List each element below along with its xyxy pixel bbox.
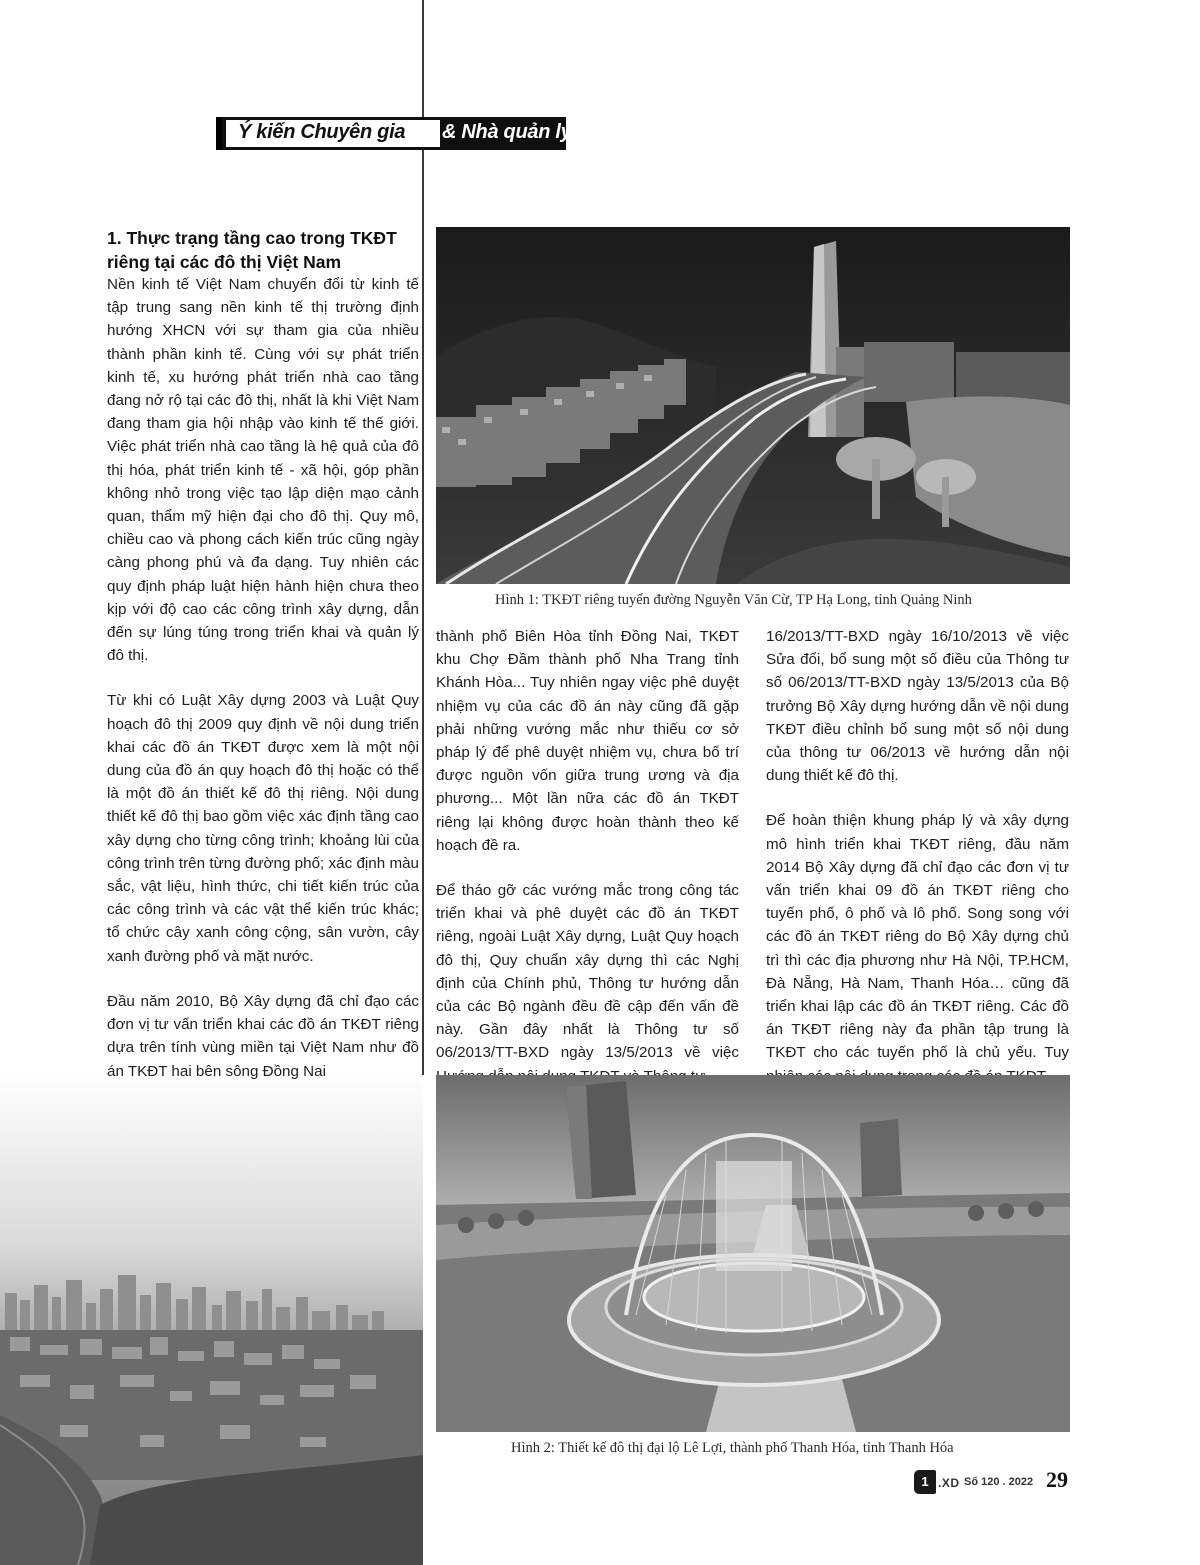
figure-2-boulevard-render-image (436, 1075, 1070, 1432)
paragraph: thành phố Biên Hòa tỉnh Đồng Nai, TKĐT khu Chợ Đầm thành phố Nha Trang tỉnh Khánh Hòa... Tuy nhiên ngay việc phê duyệt nhiệm vụ của các đồ án này cũng đã gặp phải những vướng mắc như thiếu cơ sở pháp lý để phê duyệt nhiệm vụ, chưa bố trí được nguồn vốn giữa trung ương và địa phương... Một lần nữa các đồ án TKĐT riêng lại không được hoàn thành theo kế hoạch đề ra. (436, 628, 739, 854)
section-title-part1: Ý kiến Chuyên gia (238, 121, 406, 143)
magazine-logo: 1 (914, 1470, 936, 1494)
magazine-logo-suffix: .XD (938, 1476, 960, 1490)
text-column-3 (766, 625, 1069, 1110)
paragraph: 16/2013/TT-BXD ngày 16/10/2013 về việc Sửa đổi, bổ sung một số điều của Thông tư số 06/2013/TT-BXD ngày 13/5/2013 của Bộ trưởng Bộ Xây dựng hướng dẫn về nội dung TKĐT điều chỉnh bổ sung một số nội dung của thông tư 06/2013 về hướng dẫn nội dung thiết kế đô thị. (766, 628, 1069, 785)
paragraph: Từ khi có Luật Xây dựng 2003 và Luật Quy hoạch đô thị 2009 quy định về nội dung triển khai các đồ án TKĐT được xem là một nội dung của đồ án quy hoạch đô thị hoặc có thể là một đồ án thiết kế đô thị riêng. Nội dung thiết kế đô thị bao gồm việc xác định tầng cao xây dựng cho từng công trình; khoảng lùi của công trình trên từng đường phố; xác định màu sắc, vật liệu, hình thức, chi tiết kiến trúc của các công trình và các vật thể kiến trúc khác; tổ chức cây xanh công cộng, sân vườn, cây xanh đường phố và mặt nước. (107, 692, 419, 965)
figure-1-night-street-image (436, 227, 1070, 584)
vertical-rule (422, 0, 424, 1075)
paragraph: Đầu năm 2010, Bộ Xây dựng đã chỉ đạo các đơn vị tư vấn triển khai các đồ án TKĐT riêng dựa trên tính vùng miền tại Việt Nam như đồ án TKĐT hai bên sông Đồng Nai (107, 992, 419, 1080)
section-marker (216, 117, 222, 150)
text-column-1 (107, 273, 419, 1105)
text-column-2 (436, 625, 739, 1110)
figure-2-caption: Hình 2: Thiết kế đô thị đại lộ Lê Lợi, thành phố Thanh Hóa, tỉnh Thanh Hóa (511, 1440, 954, 1456)
page-number: 29 (1046, 1467, 1068, 1492)
section-header (216, 117, 572, 150)
paragraph: Để tháo gỡ các vướng mắc trong công tác triển khai và phê duyệt các đồ án TKĐT riêng, ngoài Luật Xây dựng, Luật Quy hoạch đô thị, Quy chuẩn xây dựng thì các Nghị định của Chính phủ, Thông tư hướng dẫn của các Bộ ngành đều đề cập đến vấn đề này. Gần đây nhất là Thông tư số 06/2013/TT-BXD ngày 13/5/2013 về việc (436, 882, 739, 1062)
paragraph: Để hoàn thiện khung pháp lý và xây dựng mô hình triển khai TKĐT riêng, đầu năm 2014 Bộ Xây dựng đã chỉ đạo các đơn vị tư vấn triển khai 09 đồ án TKĐT riêng cho tuyến phố, ô phố và lô phố. Song song với các đồ án TKĐT riêng do Bộ Xây dựng chủ trì thì các địa phương như Hà Nội, TP.HCM, Đà Nẵng, Hà Nam, Thanh Hóa… cũng đã triển khai lập các đồ án TKĐT riêng. Các đồ án TKĐT riêng này đa phần tập trung là TKĐT cho các tuyến phố là chủ yếu. Tuy (766, 812, 1069, 1062)
issue-number: Số 120 . 2022 (964, 1476, 1034, 1488)
article-heading: 1. Thực trạng tầng cao trong TKĐT riêng tại các đô thị Việt Nam (107, 228, 397, 272)
paragraph: Nền kinh tế Việt Nam chuyển đổi từ kinh tế tập trung sang nền kinh tế thị trường định hướng XHCN với sự tham gia của nhiều thành phần kinh tế. Cùng với sự phát triển kinh tế, xu hướng phát triển nhà cao tầng đang nở rộ tại các đô thị, nhất là khi Việt Nam đang tham gia hội nhập vào kinh tế thế giới. Việc phát triển nhà cao tầng là hệ quả của đô thị hóa, phát triển kinh tế - xã hội, góp phần không nhỏ trong việc tạo lập diện mạo cảnh quan, thẩm mỹ hiện đại cho đô thị. Quy mô, chiều cao và phong cách kiến trúc cũng ngày càng phong phú và đa dạng. Tuy nhiên các quy định pháp luật hiện hành hiện chưa theo kịp với độ cao các công trình xây dựng, dẫn đến sự lúng túng trong triển khai và quản lý đô thị. (107, 276, 419, 665)
figure-1-caption: Hình 1: TKĐT riêng tuyến đường Nguyễn Văn Cừ, TP Hạ Long, tỉnh Quảng Ninh (495, 592, 972, 608)
city-skyline-photo (0, 1075, 423, 1565)
section-title-part2: & Nhà quản lý (442, 121, 572, 143)
